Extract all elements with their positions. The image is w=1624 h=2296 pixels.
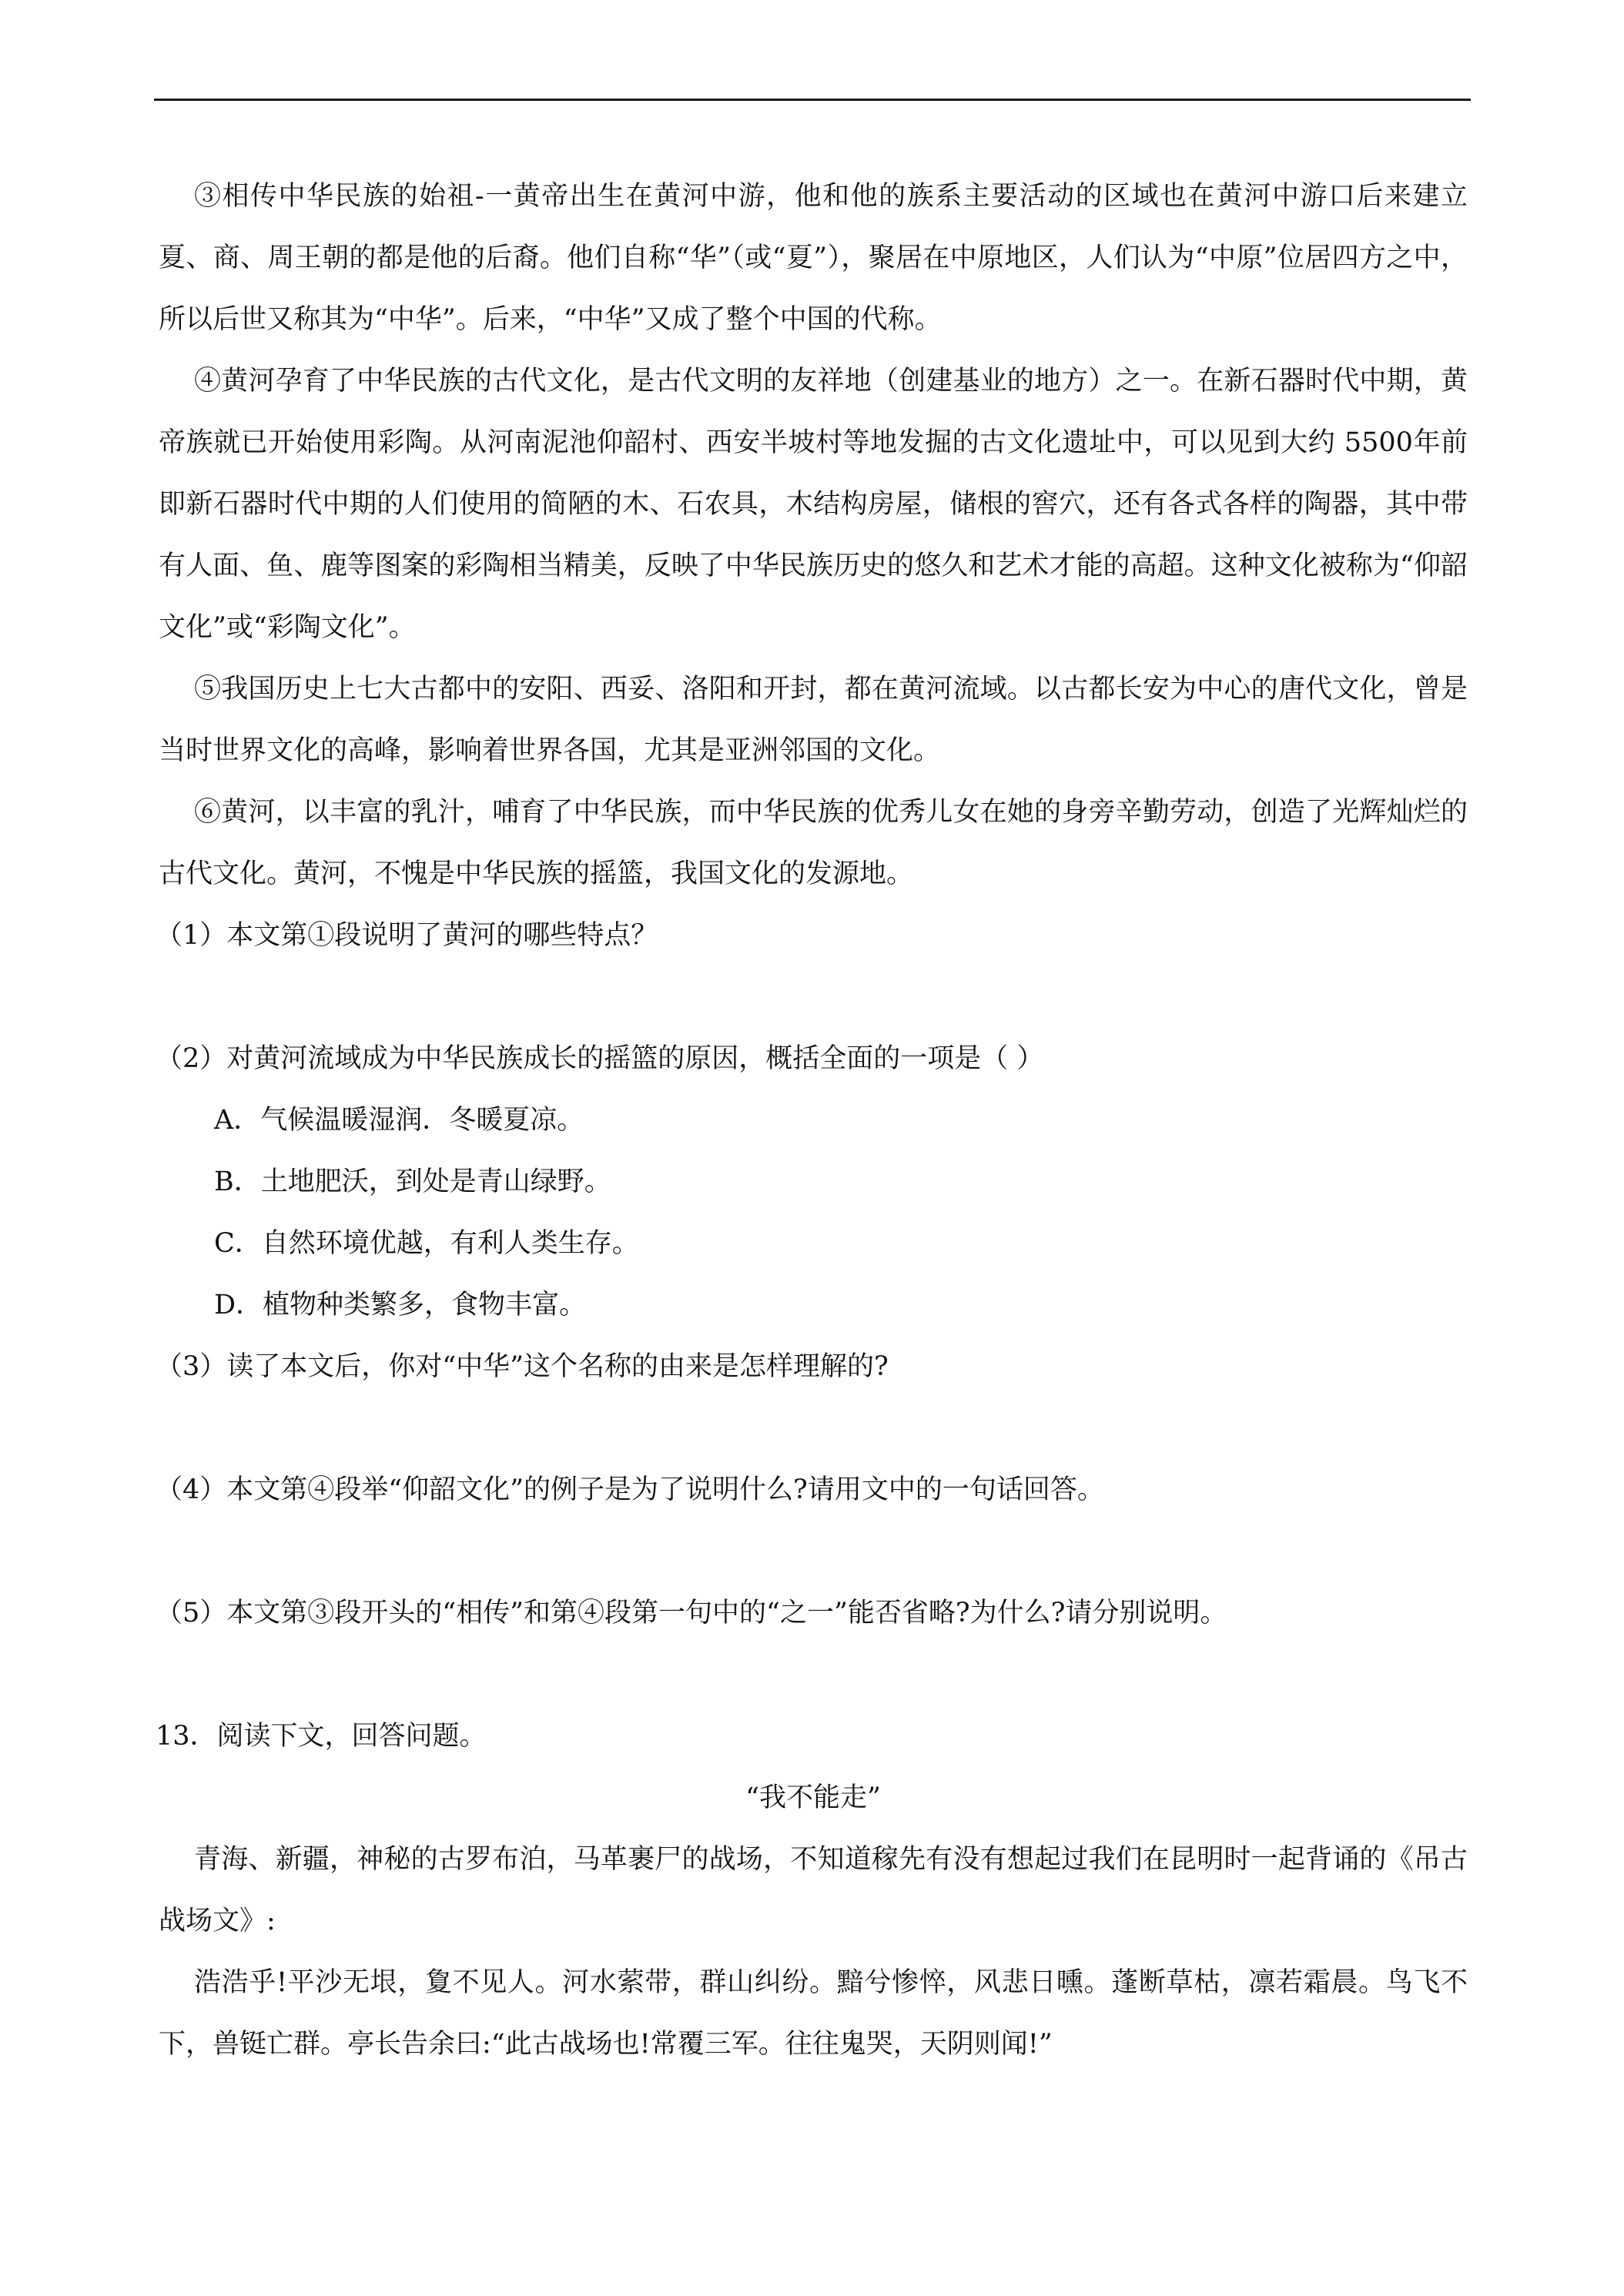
question-4: （4）本文第④段举“仰韶文化”的例子是为了说明什么?请用文中的一句话回答。	[156, 1474, 1104, 1505]
article-paragraph-1: 青海、新疆，神秘的古罗布泊，马革裹尸的战场，不知道稼先有没有想起过我们在昆明时一起背诵的《吊古战场文》:	[159, 1844, 1468, 1936]
paragraph-5: ⑤我国历史上七大古都中的安阳、西妥、洛阳和开封，都在黄河流域。以古都长安为中心的唐代文化，曾是当时世界文化的高峰，影响着世界各国，尤其是亚洲邻国的文化。	[159, 674, 1468, 766]
option-a: A．气候温暖湿润．冬暖夏凉。	[214, 1105, 584, 1136]
answer-space-3	[159, 1397, 1468, 1459]
answer-space-1	[159, 966, 1468, 1028]
option-c: C．自然环境优越，有利人类生存。	[214, 1228, 639, 1259]
document-body	[156, 166, 1468, 2075]
paragraph-6: ⑥黄河，以丰富的乳汁，哺育了中华民族，而中华民族的优秀儿女在她的身旁辛勤劳动，创造了光辉灿烂的古代文化。黄河，不愧是中华民族的摇篮，我国文化的发源地。	[159, 797, 1468, 889]
article-paragraph-2: 浩浩乎!平沙无垠，夐不见人。河水萦带，群山纠纷。黯兮惨悴，风悲日曛。蓬断草枯，凛若霜晨。鸟飞不下，兽铤亡群。亭长告余曰:“此古战场也!常覆三军。往往鬼哭，天阴则闻!”	[159, 1967, 1468, 2060]
header-rule	[154, 99, 1471, 101]
paragraph-4: ④黄河孕育了中华民族的古代文化，是古代文明的友祥地（创建基业的地方）之一。在新石器时代中期，黄帝族就已开始使用彩陶。从河南泥池仰韶村、西安半坡村等地发掘的古文化遗址中，可以见到大约 5500年前即新石器时代中期的人们使用的简陋的木、石农具，木结构房屋，储根的窖穴，还有各式各样的陶器，其中带有人面、鱼、鹿等图案的彩陶相当精美，反映了中华民族历史的悠久和艺术才能的高超。这种文化被称为“仰韶文化”或“彩陶文化”。	[159, 366, 1468, 643]
paragraph-3: ③相传中华民族的始祖-一黄帝出生在黄河中游，他和他的族系主要活动的区域也在黄河中游口后来建立夏、商、周王朝的都是他的后裔。他们自称“华”（或“夏”），聚居在中原地区，人们认为“中原”位居四方之中，所以后世又称其为“中华”。后来，“中华”又成了整个中国的代称。	[159, 181, 1468, 335]
question-3: （3）读了本文后，你对“中华”这个名称的由来是怎样理解的?	[156, 1351, 889, 1382]
option-b: B．土地肥沃，到处是青山绿野。	[214, 1166, 611, 1197]
section-13-heading: 13．阅读下文，回答问题。	[156, 1721, 487, 1752]
question-1: （1）本文第①段说明了黄河的哪些特点？	[156, 920, 658, 951]
answer-space-5	[159, 1644, 1468, 1705]
answer-space-4	[159, 1521, 1468, 1582]
question-5: （5）本文第③段开头的“相传”和第④段第一句中的“之一”能否省略?为什么?请分别说明。	[156, 1598, 1227, 1628]
question-2: （2）对黄河流域成为中华民族成长的摇篮的原因，概括全面的一项是（ ）	[156, 1043, 1044, 1074]
option-d: D．植物种类繁多，食物丰富。	[214, 1290, 587, 1320]
article-title: “我不能走”	[745, 1782, 881, 1813]
